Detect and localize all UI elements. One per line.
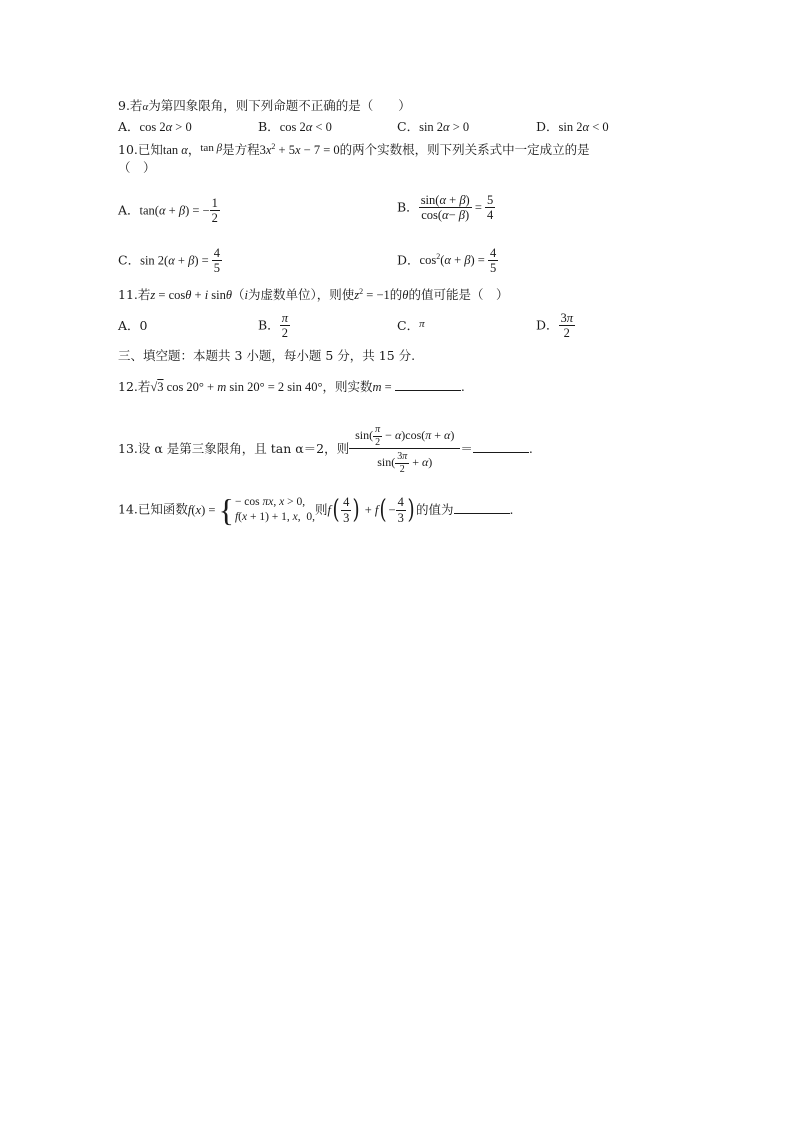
math-equation: $3x^2 + 5x - 7 = 0$ [259,142,340,158]
option-label: B． [397,199,419,215]
period: . [460,379,465,394]
section-3-heading [118,350,415,363]
option-math: cos 2α < 0 [279,120,332,134]
q11-stem-text-3: 的值可能是（ ） [408,287,509,303]
period: . [509,501,514,517]
piecewise-cases: − cos πx, x > 0, f(x + 1) + 1, x, 0, [234,496,316,523]
answer-paren: （ ） [118,160,156,175]
section-3-text: 三、填空题：本题共 3 小题，每小题 5 分，共 15 分. [118,348,416,363]
answer-blank [473,451,529,453]
math-alpha: α [142,101,149,113]
option-label: D． [397,252,420,268]
option-math: $\cos^2(\alpha + \beta)$ = [419,252,488,268]
paren-open: ( [332,495,340,525]
option-label: B． [258,317,280,333]
math-tan-alpha: tan α [162,143,188,158]
option-label: A． [118,202,140,218]
option-label: D． [536,119,559,134]
equals: = [471,200,486,215]
question-10-option-b [397,193,495,223]
paren-open: ( [379,495,388,525]
math-m: m = [372,380,395,394]
question-9-stem [118,100,411,113]
math-z-power: $z^2 = -1$ [354,287,390,303]
question-9-option-c [397,121,469,134]
option-math: cos 2α > 0 [139,120,192,134]
equals: ＝ [460,441,473,456]
math-plus: + f [361,502,379,517]
question-9-option-d [536,121,609,134]
period: . [528,441,533,456]
answer-blank [454,512,510,514]
paren-close: ) [352,495,361,525]
option-label: C． [397,119,420,134]
q11-stem-prefix: 11.若 [118,287,151,303]
q10-stem-text-2: 的两个实数根，则下列关系式中一定成立的是 [339,142,590,158]
math-f: f [327,502,332,517]
question-10-option-c [118,246,222,276]
q11-stem-text: 为虚数单位），则使 [248,287,355,303]
option-label: B． [258,119,280,134]
option-math: tan(α + β) = − [139,203,210,218]
fraction: $\frac{3\pi}{2}$ [560,311,574,341]
piecewise-brace: { [218,492,234,528]
q12-stem-prefix: 12.若 [118,379,151,394]
q12-stem-text: ，则实数 [322,379,373,394]
fraction: $\frac{\sin(\alpha + \beta)}{\cos(\alpha- \beta)}$ [420,193,470,223]
option-label: D． [536,317,559,333]
q14-stem-text-2: 的值为 [416,501,454,517]
question-9-option-a [118,121,192,134]
option-label: A． [118,119,140,134]
q10-stem-prefix: 10.已知 [118,142,163,158]
option-math: sin 2α > 0 [419,120,470,134]
q9-stem-text: 为第四象限角，则下列命题不正确的是（ ） [148,98,411,113]
fraction: $\frac{4}{5}$ [489,246,497,276]
math-minus: − [388,502,396,517]
math-tan-beta: tan β [200,142,223,155]
paren-close: ) [407,495,415,525]
math-z-def: z = cosθ + i sinθ [150,288,233,303]
q13-stem-text: 13.设 α 是第三象限角，且 tan α＝2，则 [118,441,350,456]
option-math: sin 2α < 0 [558,120,609,134]
question-14 [118,494,514,526]
question-11-stem [118,288,508,302]
fraction: $\frac{4}{3}$ [343,495,350,525]
option-label: C． [118,252,141,268]
fraction: $\frac{1}{2}$ [211,196,218,226]
question-13 [118,424,533,475]
q10-stem-text: 是方程 [222,142,260,158]
question-11-option-b [258,311,290,341]
math-pi: π [419,318,425,330]
math-q12-equation: √3 cos 20° + m sin 20° = 2 sin 40° [150,380,323,394]
answer-blank [395,389,461,391]
question-10-option-d [397,246,498,276]
math-i: i [244,288,249,303]
math-theta: θ [402,288,409,303]
question-12 [118,381,465,394]
fraction: $\frac{\pi}{2}$ [281,311,288,341]
q14-stem-text: 则 [315,501,328,517]
option-label: A．0 [118,318,148,333]
q14-stem-prefix: 14.已知函数 [118,501,188,517]
q13-fraction: sin( $\frac{\pi}{2}$ − α)cos(π + α) sin( $\frac{3\pi}{2}$ + α) [349,424,460,475]
option-label: C． [397,318,420,333]
q11-stem-text-2: 的 [389,287,403,303]
fraction: $\frac{4}{5}$ [213,246,221,276]
math-fx: f(x) = [187,502,219,517]
fraction: $\frac{4}{3}$ [397,495,404,525]
fraction: $\frac{5}{4}$ [487,193,494,223]
question-10-paren [118,162,156,175]
q9-stem-prefix: 9.若 [118,98,143,113]
question-11-option-d [536,311,575,341]
question-11-option-c [397,320,425,333]
q11-paren-open: （ [232,287,245,303]
q10-comma: ， [187,142,201,158]
question-11-option-a [118,320,147,333]
question-9-option-b [258,121,332,134]
option-math: sin 2(α + β) = [140,253,212,268]
question-10-stem [118,143,590,157]
question-10-option-a [118,196,220,226]
